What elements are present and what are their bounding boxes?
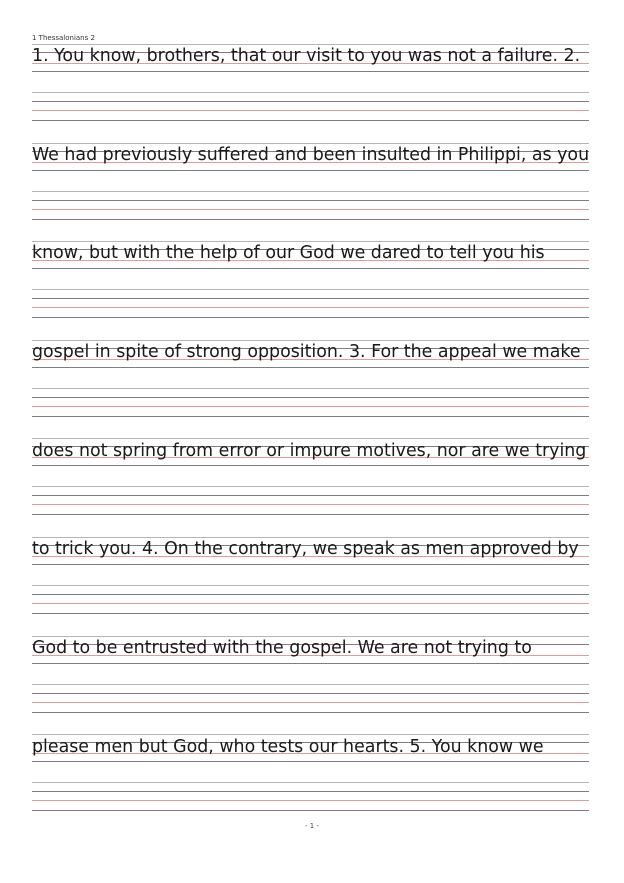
guide-line xyxy=(32,438,589,439)
guide-line xyxy=(32,317,589,318)
page-header: 1 Thessalonians 2 xyxy=(32,34,95,42)
guide-line xyxy=(32,495,589,496)
guide-line xyxy=(32,170,589,171)
guide-line xyxy=(32,120,589,121)
guide-line xyxy=(32,191,589,192)
guide-line xyxy=(32,663,589,664)
guide-line xyxy=(32,298,589,299)
guide-line xyxy=(32,289,589,290)
guide-line xyxy=(32,514,589,515)
guide-line xyxy=(32,200,589,201)
guide-line xyxy=(32,761,589,762)
handwriting-line-4: gospel in spite of strong opposition. 3. For the appeal we make xyxy=(32,342,581,362)
handwriting-line-7: God to be entrusted with the gospel. We are not trying to xyxy=(32,638,532,658)
guide-line xyxy=(32,613,589,614)
handwriting-line-1: 1. You know, brothers, that our visit to you was not a failure. 2. xyxy=(32,46,581,66)
handwriting-line-2: We had previously suffered and been insulted in Philippi, as you xyxy=(32,145,590,165)
handwriting-line-8: please men but God, who tests our hearts. 5. You know we xyxy=(32,737,544,757)
guide-line xyxy=(32,564,589,565)
guide-line xyxy=(32,92,589,93)
guide-line xyxy=(32,110,589,111)
guide-line xyxy=(32,791,589,792)
guide-line xyxy=(32,684,589,685)
guide-line xyxy=(32,71,589,72)
guide-line xyxy=(32,241,589,242)
guide-line xyxy=(32,537,589,538)
guide-line xyxy=(32,636,589,637)
guide-line xyxy=(32,388,589,389)
guide-line xyxy=(32,734,589,735)
handwriting-line-3: know, but with the help of our God we dared to tell you his xyxy=(32,243,545,263)
guide-line xyxy=(32,486,589,487)
guide-line xyxy=(32,44,589,45)
guide-line xyxy=(32,307,589,308)
guide-line xyxy=(32,594,589,595)
guide-line xyxy=(32,603,589,604)
guide-line xyxy=(32,465,589,466)
guide-line xyxy=(32,504,589,505)
guide-line xyxy=(32,340,589,341)
guide-line xyxy=(32,800,589,801)
guide-line xyxy=(32,219,589,220)
guide-line xyxy=(32,406,589,407)
guide-line xyxy=(32,143,589,144)
handwriting-line-6: to trick you. 4. On the contrary, we speak as men approved by xyxy=(32,539,579,559)
guide-line xyxy=(32,416,589,417)
guide-line xyxy=(32,585,589,586)
page-number: - 1 - xyxy=(305,822,319,830)
guide-line xyxy=(32,397,589,398)
guide-line xyxy=(32,702,589,703)
guide-line xyxy=(32,693,589,694)
handwriting-line-5: does not spring from error or impure motives, nor are we trying xyxy=(32,441,587,461)
guide-line xyxy=(32,810,589,811)
guide-line xyxy=(32,782,589,783)
guide-line xyxy=(32,268,589,269)
guide-line xyxy=(32,101,589,102)
guide-line xyxy=(32,712,589,713)
guide-line xyxy=(32,209,589,210)
guide-line xyxy=(32,367,589,368)
